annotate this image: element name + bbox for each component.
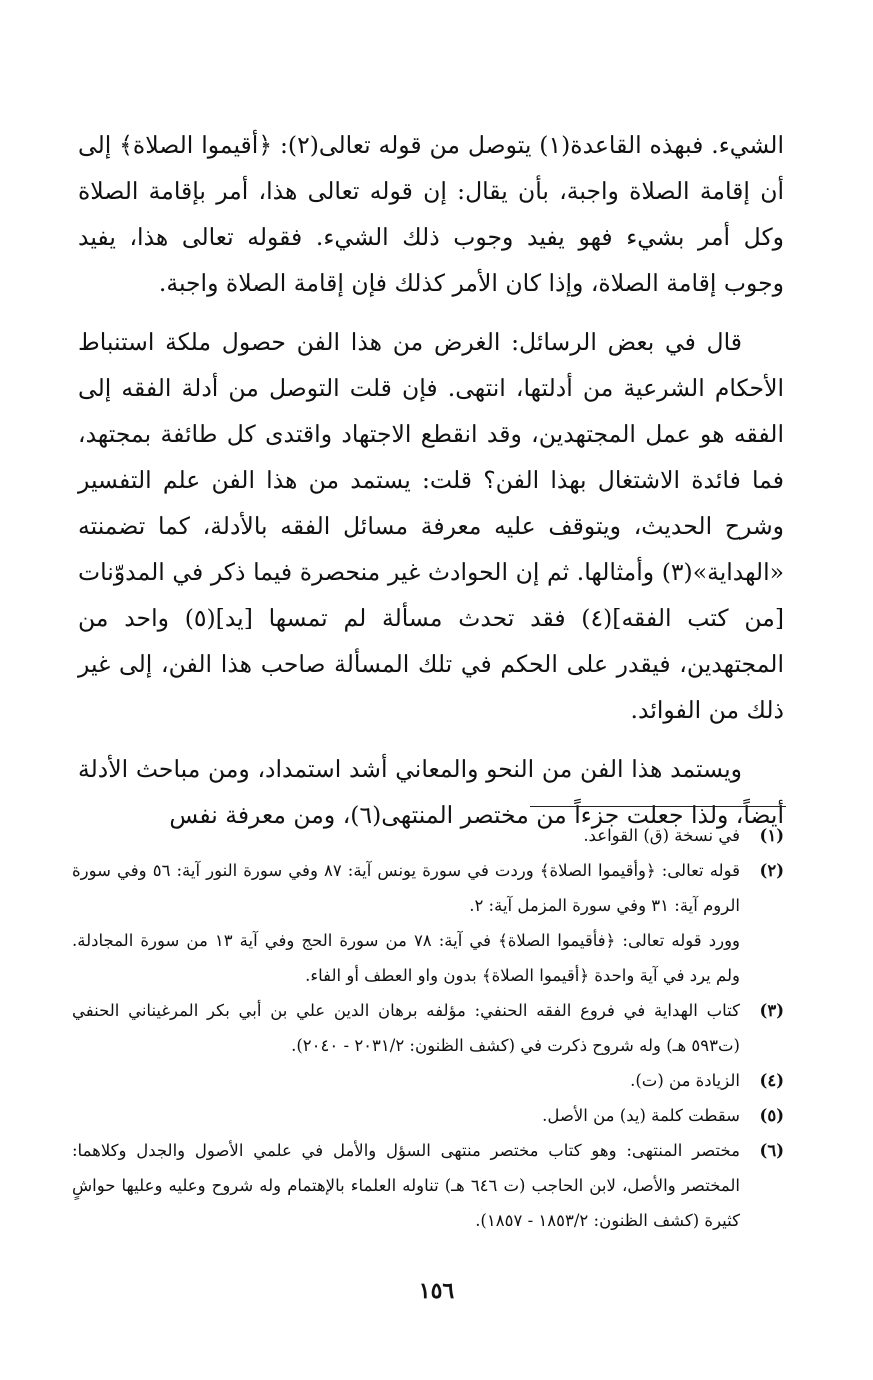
footnote-number: (٤)	[759, 1071, 784, 1090]
footnote-2-continuation: وورد قوله تعالى: ﴿فأقيموا الصلاة﴾ في آية: ٧٨ من سورة الحج وفي آية ١٣ من سورة المجادلة. ولم يرد في آية واحدة ﴿أقيموا الصلاة﴾ بدون واو العطف أو الفاء.	[72, 931, 741, 985]
footnote-separator	[530, 806, 786, 807]
footnotes	[72, 818, 784, 1238]
footnote-number: (١)	[759, 826, 784, 845]
footnote-text: الزيادة من (ت).	[630, 1071, 740, 1090]
footnote-number: (٦)	[759, 1141, 784, 1160]
footnote-text: في نسخة (ق) القواعد.	[583, 826, 740, 845]
footnote-text: قوله تعالى: ﴿وأقيموا الصلاة﴾ وردت في سورة يونس آية: ٨٧ وفي سورة النور آية: ٥٦ وفي سورة الروم آية: ٣١ وفي سورة المزمل آية: ٢.	[72, 861, 740, 915]
paragraph-3: ويستمد هذا الفن من النحو والمعاني أشد استمداد، ومن مباحث الأدلة أيضاً، ولذا جعلت جزءاً من مختصر المنتهى(٦)، ومن معرفة نفس	[78, 755, 784, 829]
footnote-4	[72, 1063, 784, 1098]
main-text	[78, 122, 784, 851]
footnote-3	[72, 993, 784, 1063]
footnote-text: سقطت كلمة (يد) من الأصل.	[542, 1106, 740, 1125]
footnote-text: كتاب الهداية في فروع الفقه الحنفي: مؤلفه برهان الدين علي بن أبي بكر المرغيناني الحنفي (ت٥٩٣ هـ) وله شروح ذكرت في (كشف الظنون: ٢٠٣١/٢ - ٢٠٤٠).	[72, 1001, 740, 1055]
footnote-6	[72, 1133, 784, 1238]
paragraph-2: قال في بعض الرسائل: الغرض من هذا الفن حصول ملكة استنباط الأحكام الشرعية من أدلتها، انتهى. فإن قلت التوصل من أدلة الفقه إلى الفقه هو عمل المجتهدين، وقد انقطع الاجتهاد واقتدى كل طائفة بمجتهد، فما فائدة الاشتغال بهذا الفن؟ قلت: يستمد من هذا الفن علم التفسير وشرح الحديث، ويتوقف عليه معرفة مسائل الفقه بالأدلة، كما تضمنته «الهداية»(٣) وأمثالها. ثم إن الحوادث غير منحصرة فيما ذكر في المدوّنات [من كتب الفقه](٤) فقد تحدث مسألة لم تمسها [يد](٥) واحد من المجتهدين، فيقدر على الحكم في تلك المسألة صاحب هذا الفن، إلى غير ذلك من الفوائد.	[78, 328, 784, 724]
footnote-5	[72, 1098, 784, 1133]
footnote-number: (٢)	[759, 861, 784, 880]
footnote-text: مختصر المنتهى: وهو كتاب مختصر منتهى السؤل والأمل في علمي الأصول والجدل وكلاهما: المختصر والأصل، لابن الحاجب (ت ٦٤٦ هـ) تناوله العلماء بالإهتمام وله شروح وعليه وعليها حواشٍ كثيرة (كشف الظنون: ١٨٥٣/٢ - ١٨٥٧).	[72, 1141, 741, 1230]
page-number: ١٥٦	[418, 1278, 455, 1304]
footnote-number: (٣)	[759, 1001, 784, 1020]
footnote-number: (٥)	[759, 1106, 784, 1125]
footnote-2	[72, 853, 784, 923]
footnote-1	[72, 818, 784, 853]
paragraph-1: الشيء. فبهذه القاعدة(١) يتوصل من قوله تعالى(٢): ﴿أقيموا الصلاة﴾ إلى أن إقامة الصلاة واجبة، بأن يقال: إن قوله تعالى هذا، أمر بإقامة الصلاة وكل أمر بشيء فهو يفيد وجوب ذلك الشيء. فقوله تعالى هذا، يفيد وجوب إقامة الصلاة، وإذا كان الأمر كذلك فإن إقامة الصلاة واجبة.	[78, 131, 784, 297]
